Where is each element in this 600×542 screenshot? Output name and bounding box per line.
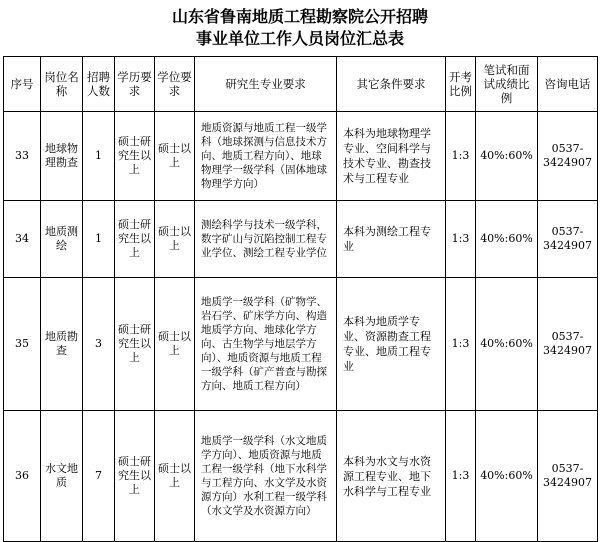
table-row [4, 411, 598, 542]
header-count: 招聘人数 [83, 57, 115, 112]
header-index: 序号 [4, 57, 41, 112]
cell-ratio: 1:3 [446, 201, 476, 278]
cell-education: 硕士研究生以上 [115, 411, 155, 542]
header-ratio: 开考比例 [446, 57, 476, 112]
cell-index: 34 [4, 201, 41, 278]
cell-education: 硕士研究生以上 [115, 201, 155, 278]
cell-index: 35 [4, 278, 41, 411]
table-row [4, 201, 598, 278]
page-title-line-1: 山东省鲁南地质工程勘察院公开招聘 [171, 7, 428, 26]
cell-position: 水文地质 [41, 411, 83, 542]
cell-phone: 0537-3424907 [538, 112, 598, 201]
table-header-row [4, 57, 598, 112]
cell-other: 本科为测绘工程专业 [337, 201, 446, 278]
cell-count: 7 [83, 411, 115, 542]
page-title-line-2: 事业单位工作人员岗位汇总表 [195, 29, 404, 48]
header-other: 其它条件要求 [337, 57, 446, 112]
header-weight: 笔试和面试成绩比例 [476, 57, 538, 112]
cell-weight: 40%:60% [476, 201, 538, 278]
cell-position: 地质测绘 [41, 201, 83, 278]
header-phone: 咨询电话 [538, 57, 598, 112]
cell-index: 33 [4, 112, 41, 201]
cell-position: 地球物理勘查 [41, 112, 83, 201]
cell-index: 36 [4, 411, 41, 542]
header-degree: 学位要求 [155, 57, 195, 112]
cell-other: 本科为地质学专业、资源勘查工程专业、地质工程专业 [337, 278, 446, 411]
header-major: 研究生专业要求 [195, 57, 337, 112]
header-education: 学历要求 [115, 57, 155, 112]
table-row [4, 112, 598, 201]
cell-major: 测绘科学与技术一级学科，数字矿山与沉陷控制工程专业学位、测绘工程专业学位 [195, 201, 337, 278]
cell-degree: 硕士以上 [155, 112, 195, 201]
cell-major: 地质资源与地质工程一级学科（地球探测与信息技术方向、地质工程方向）、地球物理学一级学科（固体地球物理学方向） [195, 112, 337, 201]
cell-other: 本科为地球物理学专业、空间科学与技术专业、勘查技术与工程专业 [337, 112, 446, 201]
cell-weight: 40%:60% [476, 411, 538, 542]
cell-phone: 0537-3424907 [538, 411, 598, 542]
header-position: 岗位名称 [41, 57, 83, 112]
cell-ratio: 1:3 [446, 112, 476, 201]
cell-weight: 40%:60% [476, 278, 538, 411]
cell-phone: 0537-3424907 [538, 278, 598, 411]
cell-phone: 0537-3424907 [538, 201, 598, 278]
cell-count: 1 [83, 201, 115, 278]
cell-degree: 硕士以上 [155, 201, 195, 278]
cell-position: 地质勘查 [41, 278, 83, 411]
cell-count: 3 [83, 278, 115, 411]
cell-ratio: 1:3 [446, 411, 476, 542]
cell-major: 地质学一级学科（水文地质学方向）、地质资源与地质工程一级学科（地下水科学与工程方向、水文学及水资源方向）水利工程一级学科（水文学及水资源方向） [195, 411, 337, 542]
cell-other: 本科为水文与水资源工程专业、地下水科学与工程专业 [337, 411, 446, 542]
cell-weight: 40%:60% [476, 112, 538, 201]
table-row [4, 278, 598, 411]
cell-education: 硕士研究生以上 [115, 112, 155, 201]
cell-education: 硕士研究生以上 [115, 278, 155, 411]
cell-major: 地质学一级学科（矿物学、岩石学、矿床学方向、构造地质学方向、地球化学方向、古生物学与地层学方向）、地质资源与地质工程一级学科（矿产普查与勘探方向、地质工程方向） [195, 278, 337, 411]
cell-count: 1 [83, 112, 115, 201]
cell-ratio: 1:3 [446, 278, 476, 411]
cell-degree: 硕士以上 [155, 411, 195, 542]
cell-degree: 硕士以上 [155, 278, 195, 411]
positions-table [3, 56, 598, 542]
